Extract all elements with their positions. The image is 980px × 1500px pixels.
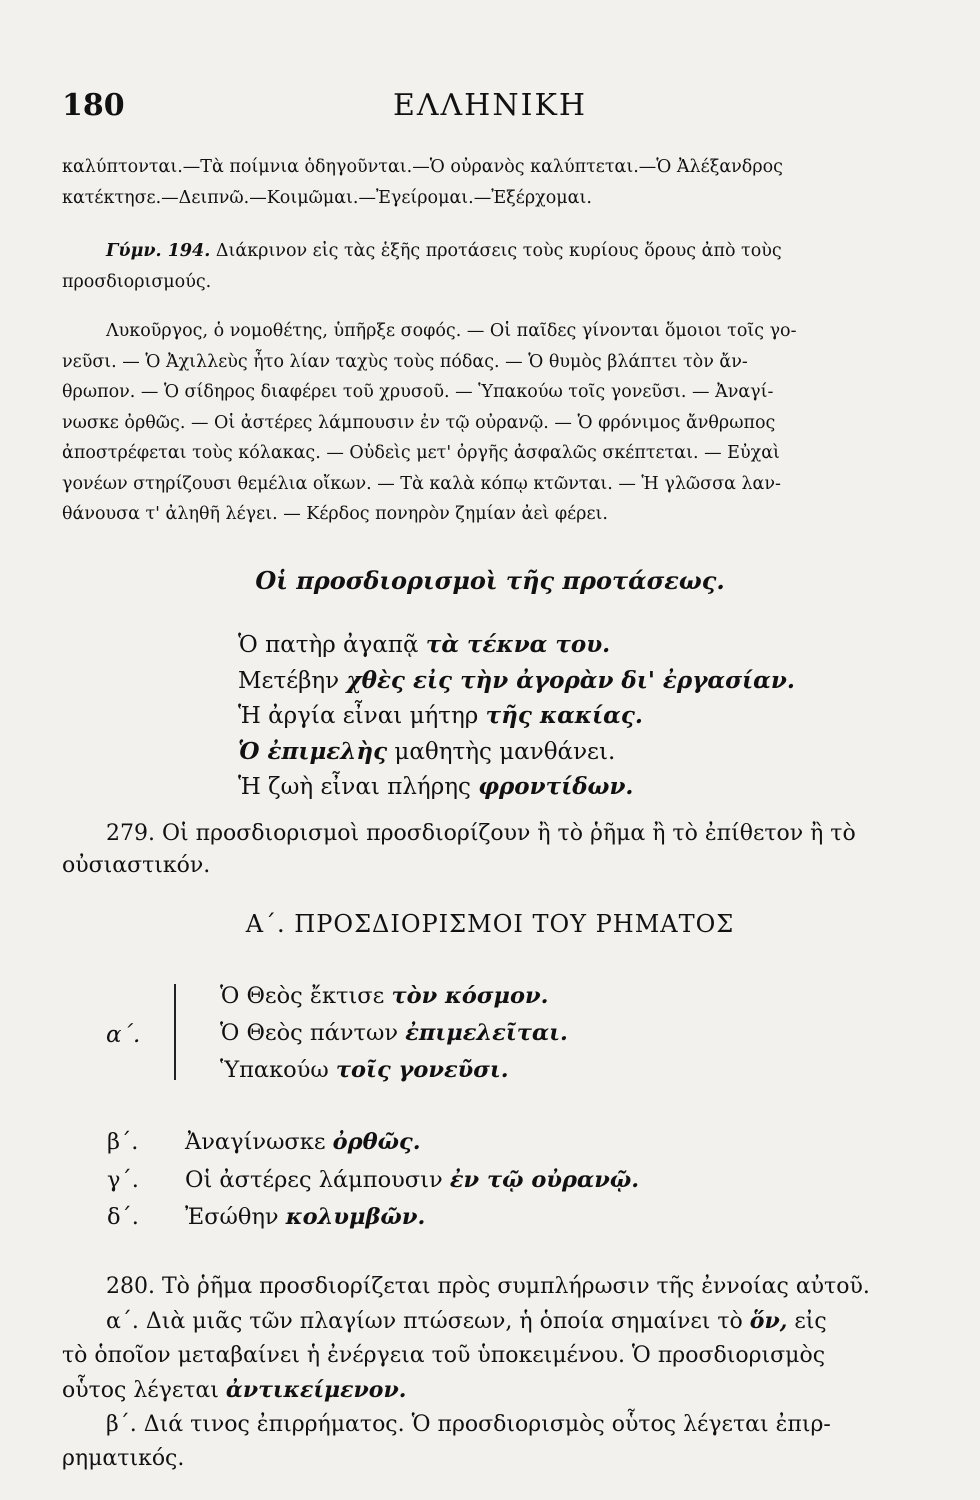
intro-line: κατέκτησε.—Δειπνῶ.—Κοιμῶμαι.—Ἐγείρομαι.—Ἐξέρχομαι.	[62, 187, 592, 208]
group-line: Ὁ Θεὸς πάντων ἐπιμελεῖται.	[220, 1020, 568, 1046]
example-list	[107, 1124, 639, 1237]
section-heading: Οἱ προσδιορισμοὶ τῆς προτάσεως.	[255, 566, 725, 595]
exercise-line: νεῦσι. — Ὁ Ἀχιλλεὺς ἦτο λίαν ταχὺς τοὺς πόδας. — Ὁ θυμὸς βλάπτει τὸν ἄν-	[62, 351, 748, 372]
example-sentence: Ὁ πατὴρ ἀγαπᾷ τὰ τέκνα του.	[238, 631, 611, 658]
exercise-line: νωσκε ὀρθῶς. — Οἱ ἀστέρες λάμπουσιν ἐν τῷ οὐρανῷ. — Ὁ φρόνιμος ἄνθρωπος	[62, 412, 776, 433]
example-sentence: Ἡ ἀργία εἶναι μήτηρ τῆς κακίας.	[238, 702, 643, 729]
group-label: α΄.	[106, 1022, 141, 1048]
exercise-label: Γύμν. 194.	[106, 241, 211, 261]
exercise-text: προσδιορισμούς.	[62, 271, 212, 292]
exercise-line: Λυκοῦργος, ὁ νομοθέτης, ὑπῆρξε σοφός. — Οἱ παῖδες γίνονται ὅμοιοι τοῖς γο-	[106, 321, 797, 341]
intro-paragraph	[62, 152, 932, 213]
intro-line: καλύπτονται.—Τὰ ποίμνια ὁδηγοῦνται.—Ὁ οὐρανὸς καλύπτεται.—Ὁ Ἀλέξανδρος	[62, 157, 783, 177]
page-header	[62, 88, 918, 128]
exercise-instruction	[62, 236, 932, 297]
list-item: δ΄. Ἐσώθην κολυμβῶν.	[107, 1204, 426, 1230]
exercise-line: γονέων στηρίζουσι θεμέλια οἴκων. — Τὰ καλὰ κόπῳ κτῶνται. — Ἡ γλῶσσα λαν-	[62, 473, 781, 494]
exercise-text: Διάκρινον εἰς τὰς ἑξῆς προτάσεις τοὺς κυρίους ὅρους ἀπὸ τοὺς	[215, 241, 782, 261]
example-sentences	[238, 627, 795, 805]
group-brace	[174, 984, 176, 1080]
rule-280: 280. Τὸ ῥῆμα προσδιορίζεται πρὸς συμπλήρωσιν τῆς ἐννοίας αὐτοῦ. α΄. Διὰ μιᾶς τῶν πλαγίων πτώσεων, ἡ ὁποία σημαίνει τὸ ὅν, εἰς τὸ ὁποῖον μεταβαίνει ἡ ἐνέργεια τοῦ ὑποκειμένου. Ὁ προσδιορισμὸς οὗτος λέγεται ἀντικείμενον. β΄. Διά τινος ἐπιρρήματος. Ὁ προσδιορισμὸς οὗτος λέγεται ἐπιρ- ρηματικός.	[62, 1274, 870, 1471]
running-title: ΕΛΛΗΝΙΚΗ	[392, 88, 588, 123]
exercise-line: ἀποστρέφεται τοὺς κόλακας. — Οὐδεὶς μετ' ὀργῆς ἀσφαλῶς σκέπτεται. — Εὐχαὶ	[62, 443, 780, 463]
page-number: 180	[62, 88, 125, 123]
list-item: γ΄. Οἱ ἀστέρες λάμπουσιν ἐν τῷ οὐρανῷ.	[107, 1166, 640, 1193]
group-line: Ὁ Θεὸς ἔκτισε τὸν κόσμον.	[220, 983, 549, 1009]
example-sentence: Ἡ ζωὴ εἶναι πλήρης φροντίδων.	[238, 773, 634, 800]
rule-279: 279. Οἱ προσδιορισμοὶ προσδιορίζουν ἢ τὸ ῥῆμα ἢ τὸ ἐπίθετον ἢ τὸ οὐσιαστικόν.	[62, 821, 856, 878]
exercise-body	[62, 316, 932, 530]
list-item: β΄. Ἀναγίνωσκε ὀρθῶς.	[107, 1129, 421, 1155]
example-sentence: Ὁ ἐπιμελὴς μαθητὴς μανθάνει.	[238, 737, 616, 765]
exercise-line: θρωπον. — Ὁ σίδηρος διαφέρει τοῦ χρυσοῦ. — Ὑπακούω τοῖς γονεῦσι. — Ἀναγί-	[62, 382, 774, 402]
example-sentence: Μετέβην χθὲς εἰς τὴν ἀγορὰν δι' ἐργασίαν.	[238, 666, 795, 694]
exercise-line: θάνουσα τ' ἀληθῆ λέγει. — Κέρδος πονηρὸν ζημίαν ἀεὶ φέρει.	[62, 504, 608, 524]
group-line: Ὑπακούω τοῖς γονεῦσι.	[220, 1057, 509, 1083]
verb-section-heading: Α΄. ΠΡΟΣΔΙΟΡΙΣΜΟΙ ΤΟΥ ΡΗΜΑΤΟΣ	[245, 910, 735, 938]
